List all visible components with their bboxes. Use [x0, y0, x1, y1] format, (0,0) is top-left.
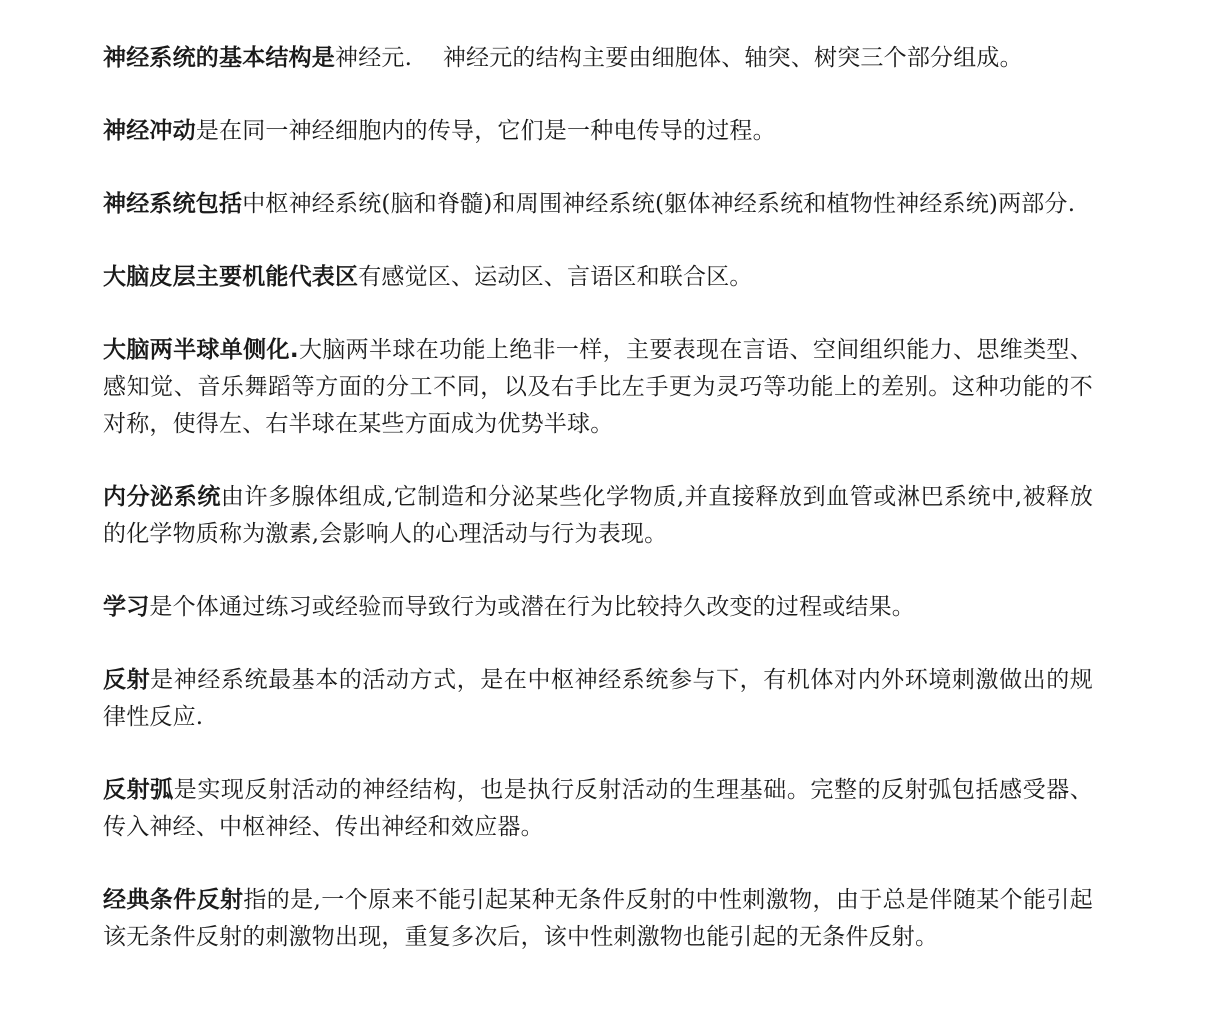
- term-heading: 学习: [103, 594, 150, 620]
- paragraph-classical-conditioning: [103, 882, 1093, 956]
- document-page: [103, 40, 1093, 992]
- paragraph-reflex: [103, 662, 1093, 736]
- term-heading: 内分泌系统: [103, 484, 221, 510]
- paragraph-cortex-areas: [103, 259, 1093, 296]
- term-heading: 反射: [103, 667, 151, 693]
- paragraph-body: 是神经系统最基本的活动方式，是在中枢神经系统参与下，有机体对内外环境刺激做出的规律性反应.: [103, 667, 1094, 730]
- paragraph-body: 是实现反射活动的神经结构，也是执行反射活动的生理基础。完整的反射弧包括感受器、传入神经、中枢神经、传出神经和效应器。: [103, 777, 1093, 840]
- paragraph-learning: [103, 589, 1093, 626]
- paragraph-body: 是在同一神经细胞内的传导，它们是一种电传导的过程。: [195, 118, 776, 144]
- paragraph-nervous-system: [103, 186, 1093, 223]
- term-heading: 大脑皮层主要机能代表区: [103, 264, 359, 290]
- paragraph-body: 由许多腺体组成,它制造和分泌某些化学物质,并直接释放到血管或淋巴系统中,被释放的化学物质称为激素,会影响人的心理活动与行为表现。: [103, 484, 1094, 547]
- paragraph-body: 有感觉区、运动区、言语区和联合区。: [358, 264, 753, 290]
- term-heading: 神经系统包括: [103, 191, 243, 217]
- paragraph-reflex-arc: [103, 772, 1093, 846]
- paragraph-endocrine: [103, 479, 1093, 553]
- paragraph-lateralization: [103, 332, 1093, 443]
- term-heading: 神经冲动: [103, 118, 196, 144]
- paragraph-body: 中枢神经系统(脑和脊髓)和周围神经系统(躯体神经系统和植物性神经系统)两部分.: [242, 191, 1076, 217]
- paragraph-nerve-impulse: [103, 113, 1093, 150]
- term-heading: 反射弧: [103, 777, 174, 803]
- paragraph-body: 神经元. 神经元的结构主要由细胞体、轴突、树突三个部分组成。: [335, 45, 1023, 71]
- paragraph-neuron: [103, 40, 1093, 77]
- paragraph-body: 是个体通过练习或经验而导致行为或潜在行为比较持久改变的过程或结果。: [149, 594, 916, 620]
- paragraph-body: 大脑两半球在功能上绝非一样，主要表现在言语、空间组织能力、思维类型、感知觉、音乐舞蹈等方面的分工不同，以及右手比左手更为灵巧等功能上的差别。这种功能的不对称，使得左、右半球在某些方面成为优势半球。: [103, 337, 1093, 437]
- term-heading: 神经系统的基本结构是: [103, 45, 335, 71]
- term-heading: 经典条件反射: [103, 887, 244, 913]
- term-heading: 大脑两半球单侧化.: [103, 337, 299, 363]
- paragraph-body: 指的是,一个原来不能引起某种无条件反射的中性刺激物，由于总是伴随某个能引起该无条件反射的刺激物出现，重复多次后，该中性刺激物也能引起的无条件反射。: [103, 887, 1093, 950]
